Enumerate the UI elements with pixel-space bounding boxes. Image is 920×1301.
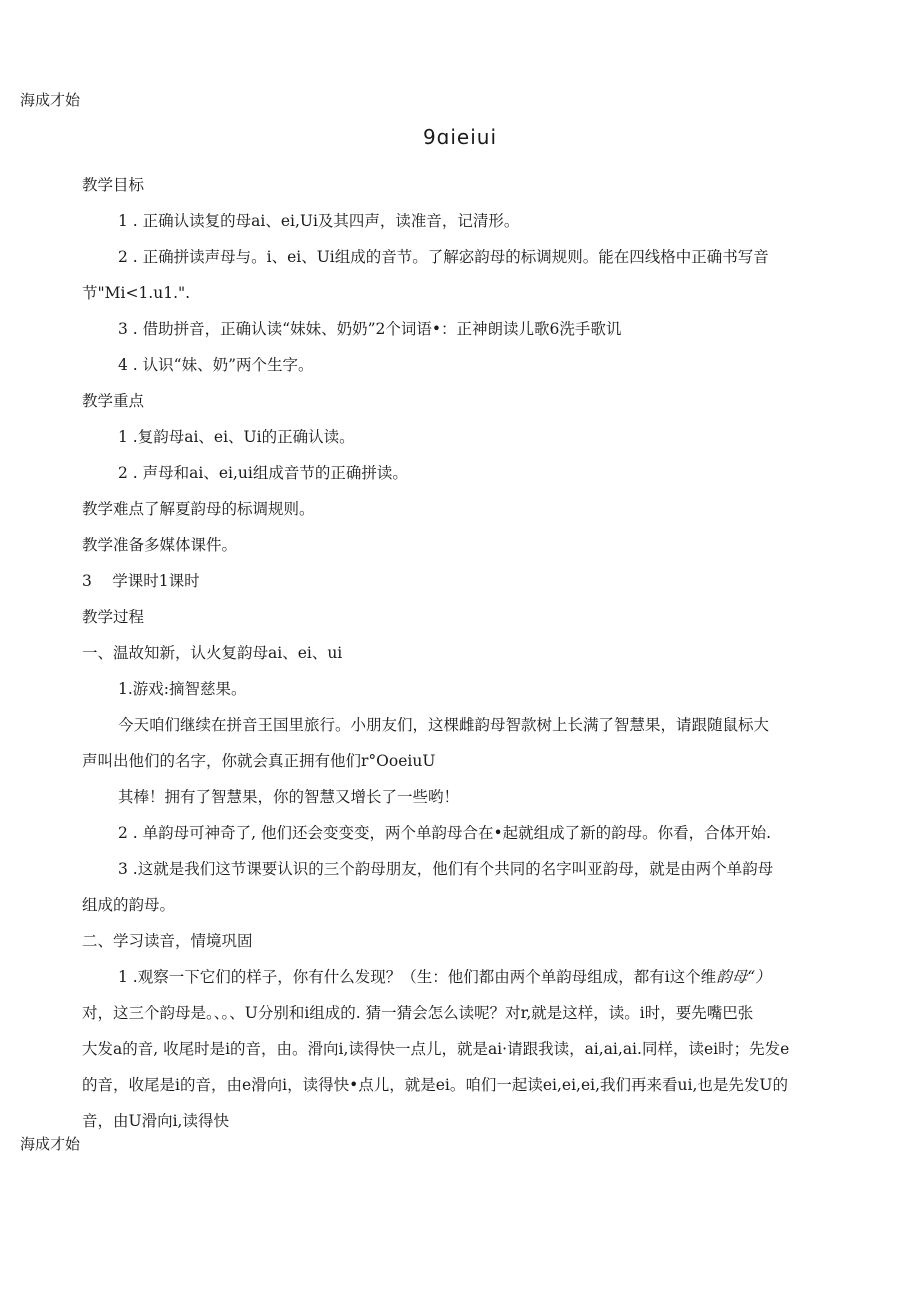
- page-header: 海成才始: [20, 91, 81, 109]
- paragraph: 的音，收尾是i的音，由e滑向i，读得快•点儿，就是ei。咱们一起读ei,ei,ei,我们再来看ui,也是先发U的: [82, 1076, 788, 1094]
- paragraph: 1 . 正确认读复的母ai、ei,Ui及其四声，读准音，记清形。: [118, 212, 520, 230]
- paragraph-italic-tail: 韵母“）: [716, 968, 771, 986]
- paragraph: 2 . 正确拼读声母与。i、ei、Ui组成的音节。了解宓韵母的标调规则。能在四线格中正确书写音: [118, 248, 769, 266]
- paragraph: 1.游戏:摘智慈果。: [118, 680, 247, 698]
- section-heading-process: 教学过程: [82, 608, 145, 626]
- paragraph: 声叫出他们的名字，你就会真正拥有他们r°OoeiuU: [82, 752, 436, 770]
- document-title: 9ɑieiui: [422, 125, 498, 149]
- paragraph-text: 1 .观察一下它们的样子，你有什么发现？（生：他们都由两个单韵母组成，都有i这个维: [118, 968, 717, 986]
- paragraph-preparation: 教学准备多媒体课件。: [82, 536, 238, 554]
- paragraph-difficulty: 教学难点了解夏韵母的标调规则。: [82, 500, 315, 518]
- paragraph: 大发a的音, 收尾时是i的音，由。滑向i,读得快一点儿，就是ai·请跟我读，ai,ai,ai.同样，读ei时；先发e: [82, 1040, 790, 1058]
- paragraph: 节"Mi<1.u1.".: [82, 284, 191, 302]
- paragraph: 1 .复韵母ai、ei、Ui的正确认读。: [118, 428, 355, 446]
- section-heading-key-points: 教学重点: [82, 392, 145, 410]
- section-heading-part-one: 一、温故知新，认火复韵母ai、ei、ui: [82, 644, 343, 662]
- paragraph: 3 .这就是我们这节课要认识的三个韵母朋友，他们有个共同的名字叫亚韵母，就是由两个单韵母: [118, 860, 774, 878]
- paragraph-class-hours: 3 学课时1课时: [82, 572, 200, 590]
- section-heading-objectives: 教学目标: [82, 176, 145, 194]
- paragraph: 其棒！拥有了智慧果，你的智慧又增长了一些哟！: [118, 788, 460, 806]
- paragraph: 组成的韵母。: [82, 896, 176, 914]
- paragraph: 3 . 借助拼音，正确认读“妹妹、奶奶”2个词语•：正神朗读儿歌6洗手歌讥: [118, 320, 622, 338]
- paragraph: 音，由U滑向i,读得快: [82, 1112, 229, 1130]
- paragraph: 对，这三个韵母是。、。、U分别和i组成的. 猜一猜会怎么读呢？对r,就是这样，读。i时，要先嘴巴张: [82, 1004, 754, 1022]
- paragraph: 2 . 声母和ai、ei,ui组成音节的正确拼读。: [118, 464, 408, 482]
- paragraph: [118, 967, 771, 987]
- paragraph: 今天咱们继续在拼音王国里旅行。小朋友们，这棵雌韵母智款树上长满了智慧果，请跟随鼠标大: [118, 716, 770, 734]
- page-footer: 海成才始: [20, 1135, 81, 1153]
- paragraph: 4 . 认识“妹、奶”两个生字。: [118, 356, 314, 374]
- paragraph: 2 . 单韵母可神奇了, 他们还会变变变，两个单韵母合在•起就组成了新的韵母。你看，合体开始.: [118, 824, 772, 842]
- section-heading-part-two: 二、学习读音，情境巩固: [82, 932, 253, 950]
